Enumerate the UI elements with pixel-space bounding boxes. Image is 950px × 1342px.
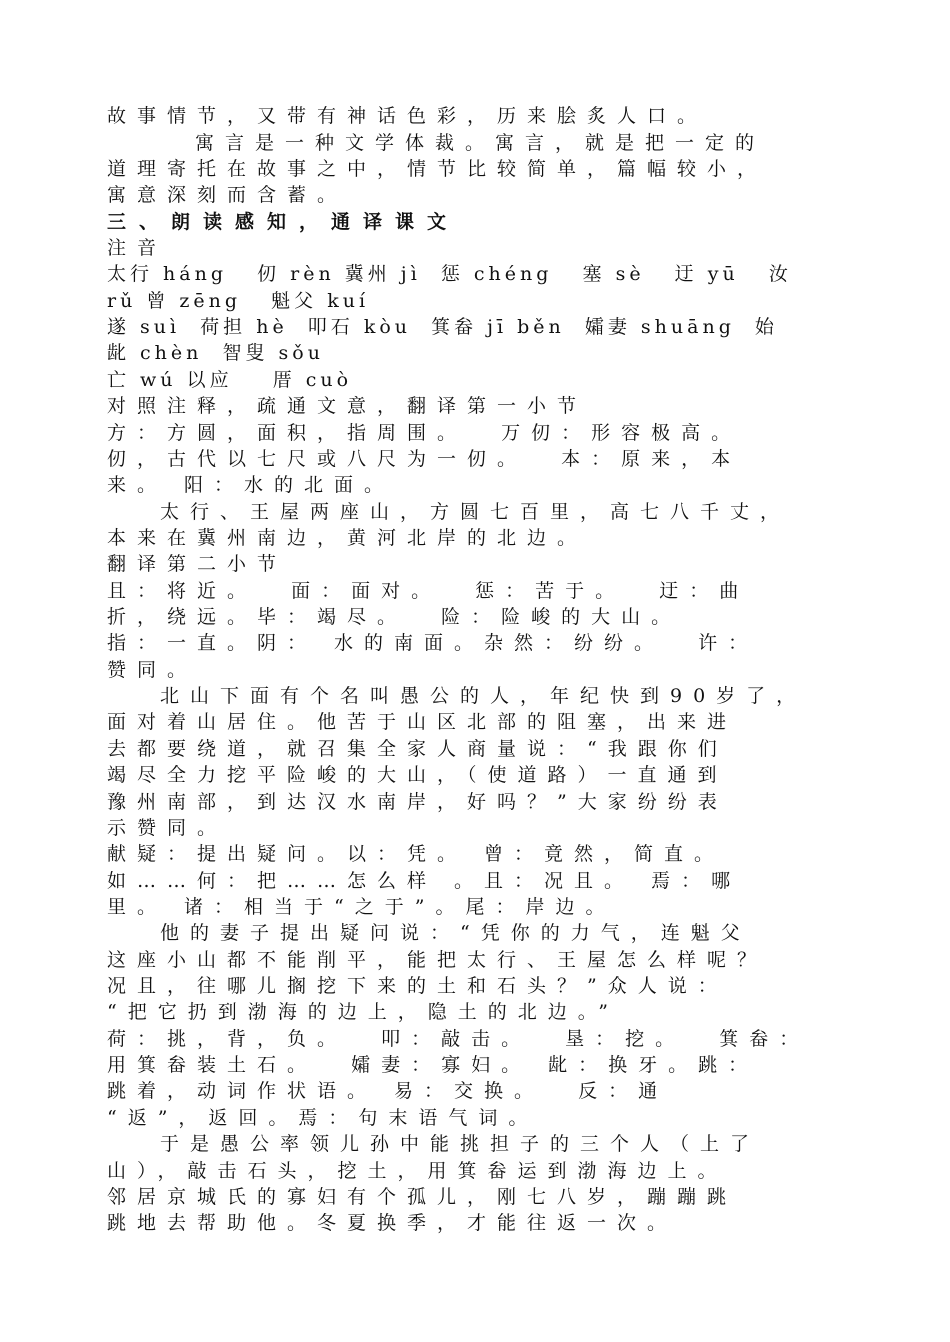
text-line: 山），敲击石头，挖土，用箕畚运到渤海边上。 xyxy=(107,1160,728,1182)
text-line: 折，绕远。毕：竭尽。 险：险峻的大山。 xyxy=(107,606,682,628)
text-line: 跳着，动词作状语。 易：交换。 反：通 xyxy=(107,1080,669,1102)
text-line: 来。 阳：水的北面。 xyxy=(107,474,395,496)
text-line: 示赞同。 xyxy=(107,817,228,839)
text-line: 且：将近。 面：面对。 惩：苦于。 迂：曲 xyxy=(107,580,750,602)
text-line: 故事情节，又带有神话色彩，历来脍炙人口。 xyxy=(107,105,708,127)
text-line: 他的妻子提出疑问说：“凭你的力气，连魁父 xyxy=(160,922,751,944)
text-line: 翻译第二小节 xyxy=(107,553,288,575)
text-line: 跳地去帮助他。冬夏换季，才能往返一次。 xyxy=(107,1212,678,1234)
text-line: 况且，往哪儿搁挖下来的土和石头？”众人说： xyxy=(107,975,728,997)
text-line: 竭尽全力挖平险峻的大山，（使道路）一直通到 xyxy=(107,764,728,786)
text-line: 对照注释，疏通文意，翻译第一小节 xyxy=(107,395,588,417)
text-line: 太行、王屋两座山，方圆七百里，高七八千丈， xyxy=(160,501,791,523)
pinyin-line: rǔ 曾 zēng 魁父 kuí xyxy=(107,290,370,312)
text-line: 用箕畚装土石。 孀妻：寡妇。 龀：换牙。跳： xyxy=(107,1054,759,1076)
text-line: 注音 xyxy=(107,237,168,259)
text-line: 指：一直。阴： 水的南面。杂然：纷纷。 许： xyxy=(107,632,759,654)
text-line: 如……何：把……怎么样 。且：况且。 焉：哪 xyxy=(107,870,742,892)
text-line: 里。 诸：相当于“之于”。尾：岸边。 xyxy=(107,896,616,918)
text-line: 寓意深刻而含蓄。 xyxy=(107,184,348,206)
pinyin-line: 遂 suì 荷担 hè 叩石 kòu 箕畚 jī běn 孀妻 shuāng 始 xyxy=(107,316,778,338)
text-line: 北山下面有个名叫愚公的人，年纪快到90岁了， xyxy=(160,685,807,707)
text-line: 荷：挑，背，负。 叩：敲击。 垦：挖。 箕畚： xyxy=(107,1028,810,1050)
pinyin-line: 亡 wú 以应 厝 cuò xyxy=(107,369,353,391)
text-line: 豫州南部，到达汉水南岸，好吗？”大家纷纷表 xyxy=(107,791,728,813)
text-line: 方：方圆，面积，指周围。 万仞：形容极高。 xyxy=(107,422,742,444)
text-line: “返”，返回。焉：句末语气词。 xyxy=(107,1107,539,1129)
text-line: 于是愚公率领儿孙中能挑担子的三个人（上了 xyxy=(160,1133,761,1155)
text-line: 面对着山居住。他苦于山区北部的阻塞，出来进 xyxy=(107,711,738,733)
text-line: 仞，古代以七尺或八尺为一仞。 本：原来，本 xyxy=(107,448,742,470)
text-line: 寓言是一种文学体裁。寓言，就是把一定的 xyxy=(195,132,766,154)
section-heading: 三、朗读感知，通译课文 xyxy=(107,211,460,233)
pinyin-line: 太行 háng 仞 rèn 冀州 jì 惩 chéng 塞 sè 迂 yū 汝 xyxy=(107,263,792,285)
text-line: 这座小山都不能削平，能把太行、王屋怎么样呢？ xyxy=(107,949,768,971)
text-line: 道理寄托在故事之中，情节比较简单，篇幅较小， xyxy=(107,158,768,180)
text-line: 献疑：提出疑问。以：凭。 曾：竟然，简直。 xyxy=(107,843,725,865)
text-line: 邻居京城氏的寡妇有个孤儿，刚七八岁，蹦蹦跳 xyxy=(107,1186,738,1208)
text-line: 本来在冀州南边，黄河北岸的北边。 xyxy=(107,527,588,549)
text-line: “把它扔到渤海的边上，隐土的北边。” xyxy=(107,1001,619,1023)
text-line: 去都要绕道，就召集全家人商量说：“我跟你们 xyxy=(107,738,728,760)
text-line: 赞同。 xyxy=(107,659,198,681)
pinyin-line: 龀 chèn 智叟 sǒu xyxy=(107,342,324,364)
